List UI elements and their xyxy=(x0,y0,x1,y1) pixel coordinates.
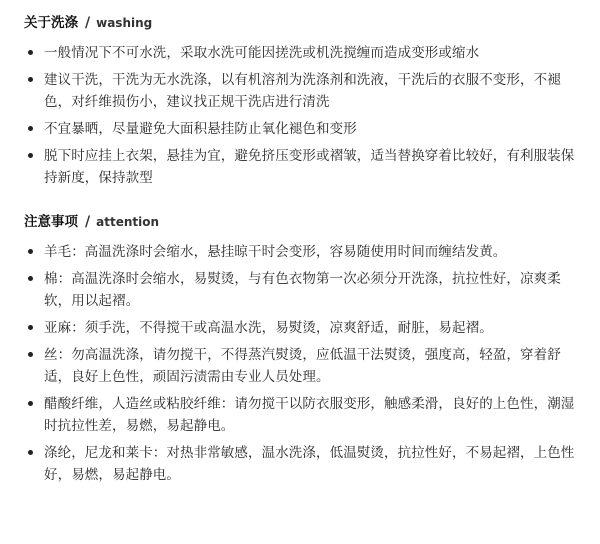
list-item xyxy=(28,145,580,189)
bullet-icon xyxy=(28,325,33,330)
list-item xyxy=(28,69,580,113)
bullet-icon xyxy=(28,50,33,55)
washing-list xyxy=(28,42,580,189)
attention-list xyxy=(28,241,580,486)
list-item-text: 脱下时应挂上衣架，悬挂为宜，避免挤压变形或褶皱，适当替换穿着比较好，有利服装保持新度，保持款型 xyxy=(44,148,575,186)
list-item xyxy=(28,42,580,64)
list-item-text: 亚麻：须手洗，不得搅干或高温水洗，易熨烫，凉爽舒适，耐脏，易起褶。 xyxy=(44,320,493,336)
list-item xyxy=(28,241,580,263)
bullet-icon xyxy=(28,249,33,254)
list-item-text: 醋酸纤维，人造丝或粘胶纤维：请勿搅干以防衣服变形，触感柔滑，良好的上色性，潮湿时抗拉性差，易燃，易起静电。 xyxy=(44,396,575,434)
attention-section xyxy=(24,211,580,486)
bullet-icon xyxy=(28,77,33,82)
washing-title-en: washing xyxy=(96,16,153,30)
bullet-icon xyxy=(28,450,33,455)
list-item xyxy=(28,344,580,388)
list-item-text: 棉：高温洗涤时会缩水，易熨烫，与有色衣物第一次必须分开洗涤，抗拉性好，凉爽柔软，用以起褶。 xyxy=(44,271,561,309)
bullet-icon xyxy=(28,276,33,281)
attention-title-separator: / xyxy=(85,214,91,230)
list-item-text: 羊毛：高温洗涤时会缩水，悬挂晾干时会变形，容易随使用时间而缠结发黄。 xyxy=(44,244,507,260)
list-item xyxy=(28,317,580,339)
bullet-icon xyxy=(28,401,33,406)
washing-heading xyxy=(24,12,580,34)
list-item xyxy=(28,442,580,486)
list-item xyxy=(28,118,580,140)
list-item-text: 建议干洗，干洗为无水洗涤，以有机溶剂为洗涤剂和洗液，干洗后的衣服不变形，不褪色，对纤维损伤小，建议找正规干洗店进行清洗 xyxy=(44,72,561,110)
list-item-text: 一般情况下不可水洗，采取水洗可能因搓洗或机洗搅缠而造成变形或缩水 xyxy=(44,45,480,61)
attention-title: 注意事项 xyxy=(24,214,78,230)
attention-title-en: attention xyxy=(96,215,160,229)
attention-heading xyxy=(24,211,580,233)
list-item xyxy=(28,393,580,437)
washing-section xyxy=(24,12,580,189)
washing-title-separator: / xyxy=(85,15,91,31)
bullet-icon xyxy=(28,153,33,158)
bullet-icon xyxy=(28,126,33,131)
bullet-icon xyxy=(28,352,33,357)
list-item-text: 涤纶，尼龙和莱卡：对热非常敏感，温水洗涤，低温熨烫，抗拉性好，不易起褶，上色性好，易燃，易起静电。 xyxy=(44,445,575,483)
list-item xyxy=(28,268,580,312)
list-item-text: 丝：勿高温洗涤，请勿搅干，不得蒸汽熨烫，应低温干法熨烫，强度高，轻盈，穿着舒适，良好上色性，顽固污渍需由专业人员处理。 xyxy=(44,347,561,385)
list-item-text: 不宜暴晒，尽量避免大面积悬挂防止氧化褪色和变形 xyxy=(44,121,357,137)
washing-title: 关于洗涤 xyxy=(24,15,78,31)
